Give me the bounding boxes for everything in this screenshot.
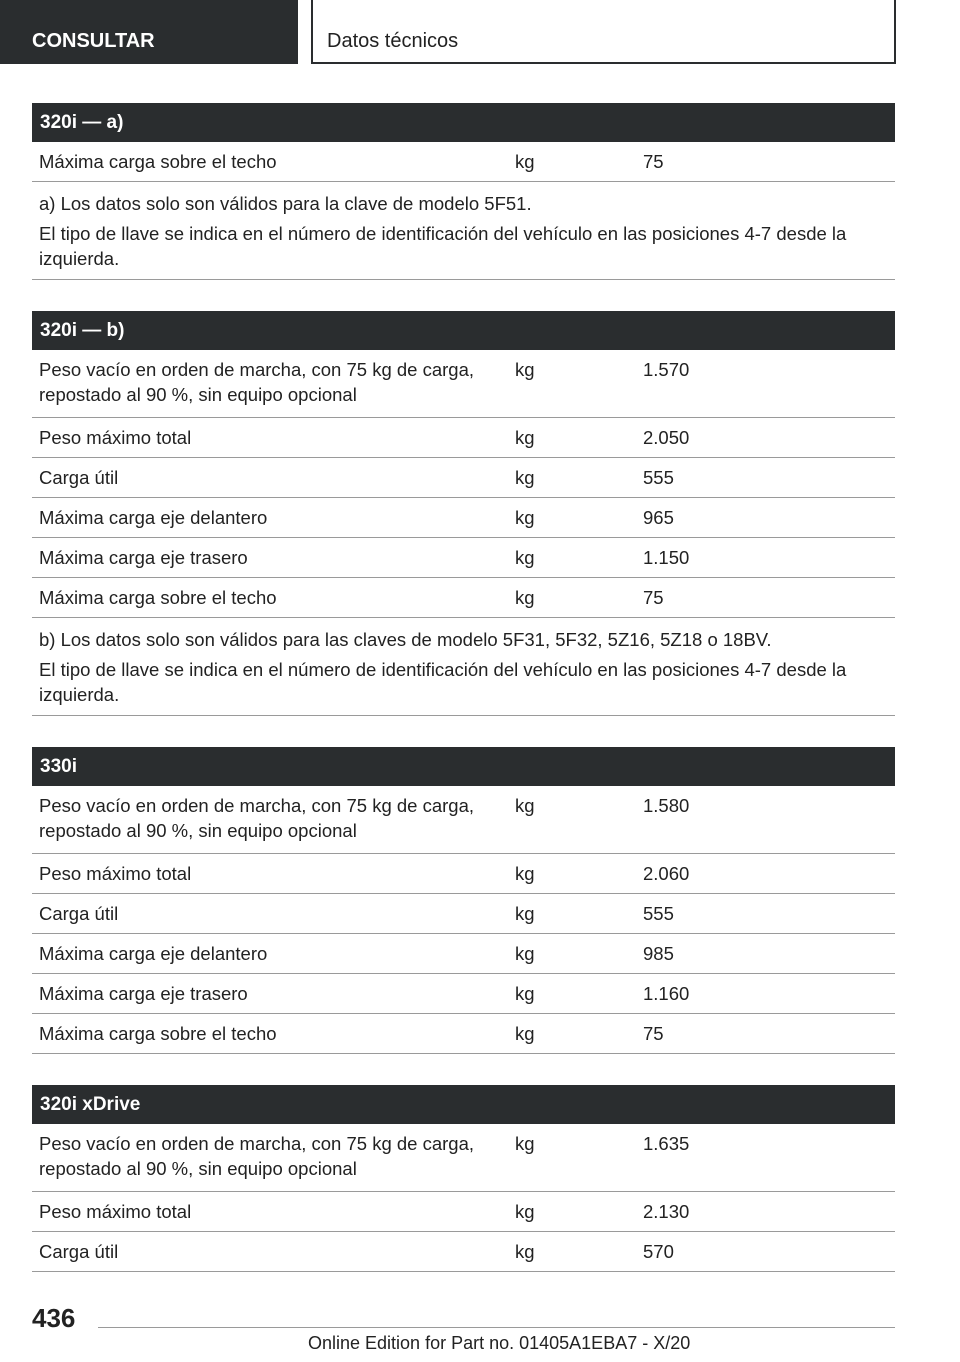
table-row (32, 894, 895, 934)
row-value: 1.635 (643, 1133, 690, 1154)
row-unit: kg (515, 943, 535, 964)
row-label: Máxima carga eje delantero (39, 507, 268, 528)
row-unit: kg (515, 427, 535, 448)
row-unit: kg (515, 1133, 535, 1154)
table-header: 320i — b) (32, 311, 895, 350)
row-label: Peso máximo total (39, 427, 192, 448)
row-label: Máxima carga eje trasero (39, 983, 248, 1004)
row-value: 1.160 (643, 983, 690, 1004)
row-unit: kg (515, 587, 535, 608)
row-value: 75 (643, 587, 664, 608)
row-value: 2.060 (643, 863, 690, 884)
footnote-text: b) Los datos solo son válidos para las claves de modelo 5F31, 5F32, 5Z16, 5Z18 o 18BV. (39, 629, 772, 650)
table-footnote (32, 618, 895, 716)
row-unit: kg (515, 151, 535, 172)
row-label: Máxima carga sobre el techo (39, 587, 277, 608)
footer-rule (98, 1327, 895, 1328)
table-row (32, 142, 895, 182)
row-unit: kg (515, 1023, 535, 1044)
row-label: Peso vacío en orden de marcha, con 75 kg de carga, repostado al 90 %, sin equipo opcional (39, 359, 475, 405)
row-label: Máxima carga eje delantero (39, 943, 268, 964)
row-value: 570 (643, 1241, 674, 1262)
row-unit: kg (515, 1241, 535, 1262)
table-header: 320i xDrive (32, 1085, 895, 1124)
footnote-text: El tipo de llave se indica en el número de identificación del vehículo en las posiciones 4-7 desde la izquierda. (39, 659, 847, 705)
row-value: 1.150 (643, 547, 690, 568)
row-value: 965 (643, 507, 674, 528)
table-row (32, 934, 895, 974)
row-label: Peso vacío en orden de marcha, con 75 kg de carga, repostado al 90 %, sin equipo opcional (39, 795, 475, 841)
table-row (32, 1124, 895, 1192)
row-label: Máxima carga sobre el techo (39, 1023, 277, 1044)
row-label: Carga útil (39, 467, 119, 488)
data-table (32, 1085, 895, 1272)
table-row (32, 538, 895, 578)
row-label: Peso máximo total (39, 863, 192, 884)
data-table (32, 747, 895, 1054)
row-unit: kg (515, 863, 535, 884)
table-row (32, 974, 895, 1014)
table-row (32, 498, 895, 538)
row-value: 555 (643, 903, 674, 924)
row-unit: kg (515, 467, 535, 488)
row-unit: kg (515, 1201, 535, 1222)
row-value: 75 (643, 151, 664, 172)
row-unit: kg (515, 507, 535, 528)
table-row (32, 1014, 895, 1054)
row-label: Máxima carga sobre el techo (39, 151, 277, 172)
row-value: 985 (643, 943, 674, 964)
table-row (32, 1232, 895, 1272)
edition-text: Online Edition for Part no. 01405A1EBA7 - X/20 (308, 1333, 691, 1353)
page-footer (0, 1295, 960, 1362)
table-header: 320i — a) (32, 103, 895, 142)
row-unit: kg (515, 903, 535, 924)
row-label: Máxima carga eje trasero (39, 547, 248, 568)
page-header (0, 0, 960, 66)
row-label: Peso máximo total (39, 1201, 192, 1222)
tech-data-tables (32, 103, 895, 1303)
row-label: Carga útil (39, 903, 119, 924)
row-label: Carga útil (39, 1241, 119, 1262)
row-value: 555 (643, 467, 674, 488)
footnote-text: El tipo de llave se indica en el número de identificación del vehículo en las posiciones 4-7 desde la izquierda. (39, 223, 847, 269)
table-row (32, 350, 895, 418)
row-value: 1.580 (643, 795, 690, 816)
footnote-text: a) Los datos solo son válidos para la clave de modelo 5F51. (39, 193, 532, 214)
page-number: 436 (32, 1303, 76, 1333)
row-value: 1.570 (643, 359, 690, 380)
table-footnote (32, 182, 895, 280)
data-table (32, 311, 895, 716)
row-unit: kg (515, 983, 535, 1004)
row-label: Peso vacío en orden de marcha, con 75 kg de carga, repostado al 90 %, sin equipo opcional (39, 1133, 475, 1179)
row-value: 2.130 (643, 1201, 690, 1222)
chapter-title: Datos técnicos (311, 0, 896, 64)
data-table (32, 103, 895, 280)
table-row (32, 854, 895, 894)
table-row (32, 578, 895, 618)
table-header: 330i (32, 747, 895, 786)
section-label: CONSULTAR (0, 0, 298, 64)
table-row (32, 786, 895, 854)
row-value: 2.050 (643, 427, 690, 448)
row-unit: kg (515, 359, 535, 380)
table-row (32, 1192, 895, 1232)
table-row (32, 458, 895, 498)
row-value: 75 (643, 1023, 664, 1044)
table-row (32, 418, 895, 458)
row-unit: kg (515, 795, 535, 816)
row-unit: kg (515, 547, 535, 568)
